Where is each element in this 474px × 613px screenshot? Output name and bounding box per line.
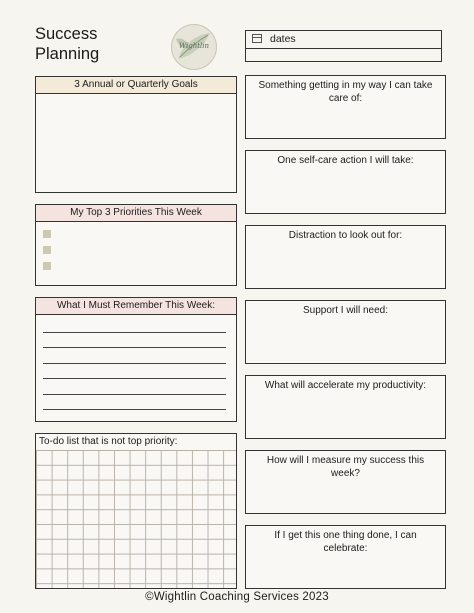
priorities-header: My Top 3 Priorities This Week [36, 205, 236, 222]
todo-grid[interactable] [36, 450, 236, 588]
distraction-box[interactable] [245, 225, 446, 289]
remember-section[interactable] [35, 297, 237, 422]
support-question: Support I will need: [302, 305, 389, 316]
success-measure-box[interactable] [245, 450, 446, 514]
dates-divider [246, 48, 441, 49]
goals-section[interactable] [35, 76, 237, 193]
dates-field[interactable] [245, 30, 442, 62]
self-care-box[interactable] [245, 150, 446, 214]
productivity-question: What will accelerate my productivity: [264, 380, 427, 391]
productivity-box[interactable] [245, 375, 446, 439]
obstacle-box[interactable] [245, 75, 446, 139]
writing-line [43, 409, 226, 410]
priority-checkbox-1[interactable] [43, 230, 51, 238]
celebrate-box[interactable] [245, 525, 446, 589]
todo-header: To-do list that is not top priority: [36, 434, 236, 451]
writing-line [43, 347, 226, 348]
remember-header: What I Must Remember This Week: [36, 298, 236, 315]
brand-logo [171, 24, 217, 70]
success-measure-question: How will I measure my success this week? [266, 455, 425, 479]
writing-line [43, 332, 226, 333]
writing-line [43, 394, 226, 395]
writing-line [43, 363, 226, 364]
todo-section[interactable] [35, 433, 237, 589]
priorities-section[interactable] [35, 204, 237, 286]
title-line-1: Success [35, 25, 98, 43]
calendar-icon [252, 34, 262, 43]
self-care-question: One self-care action I will take: [277, 155, 414, 166]
logo-text: Wightlin [178, 42, 210, 50]
goals-header: 3 Annual or Quarterly Goals [36, 77, 236, 94]
copyright-footer: ©Wightlin Coaching Services 2023 [145, 591, 329, 603]
priority-checkbox-3[interactable] [43, 262, 51, 270]
support-box[interactable] [245, 300, 446, 364]
title-line-2: Planning [35, 45, 100, 63]
dates-label: dates [270, 33, 296, 45]
page-title [35, 24, 99, 64]
priority-checkbox-2[interactable] [43, 246, 51, 254]
distraction-question: Distraction to look out for: [288, 230, 403, 241]
obstacle-question: Something getting in my way I can take care of: [258, 80, 433, 104]
celebrate-question: If I get this one thing done, I can celebrate: [274, 530, 417, 554]
writing-line [43, 378, 226, 379]
